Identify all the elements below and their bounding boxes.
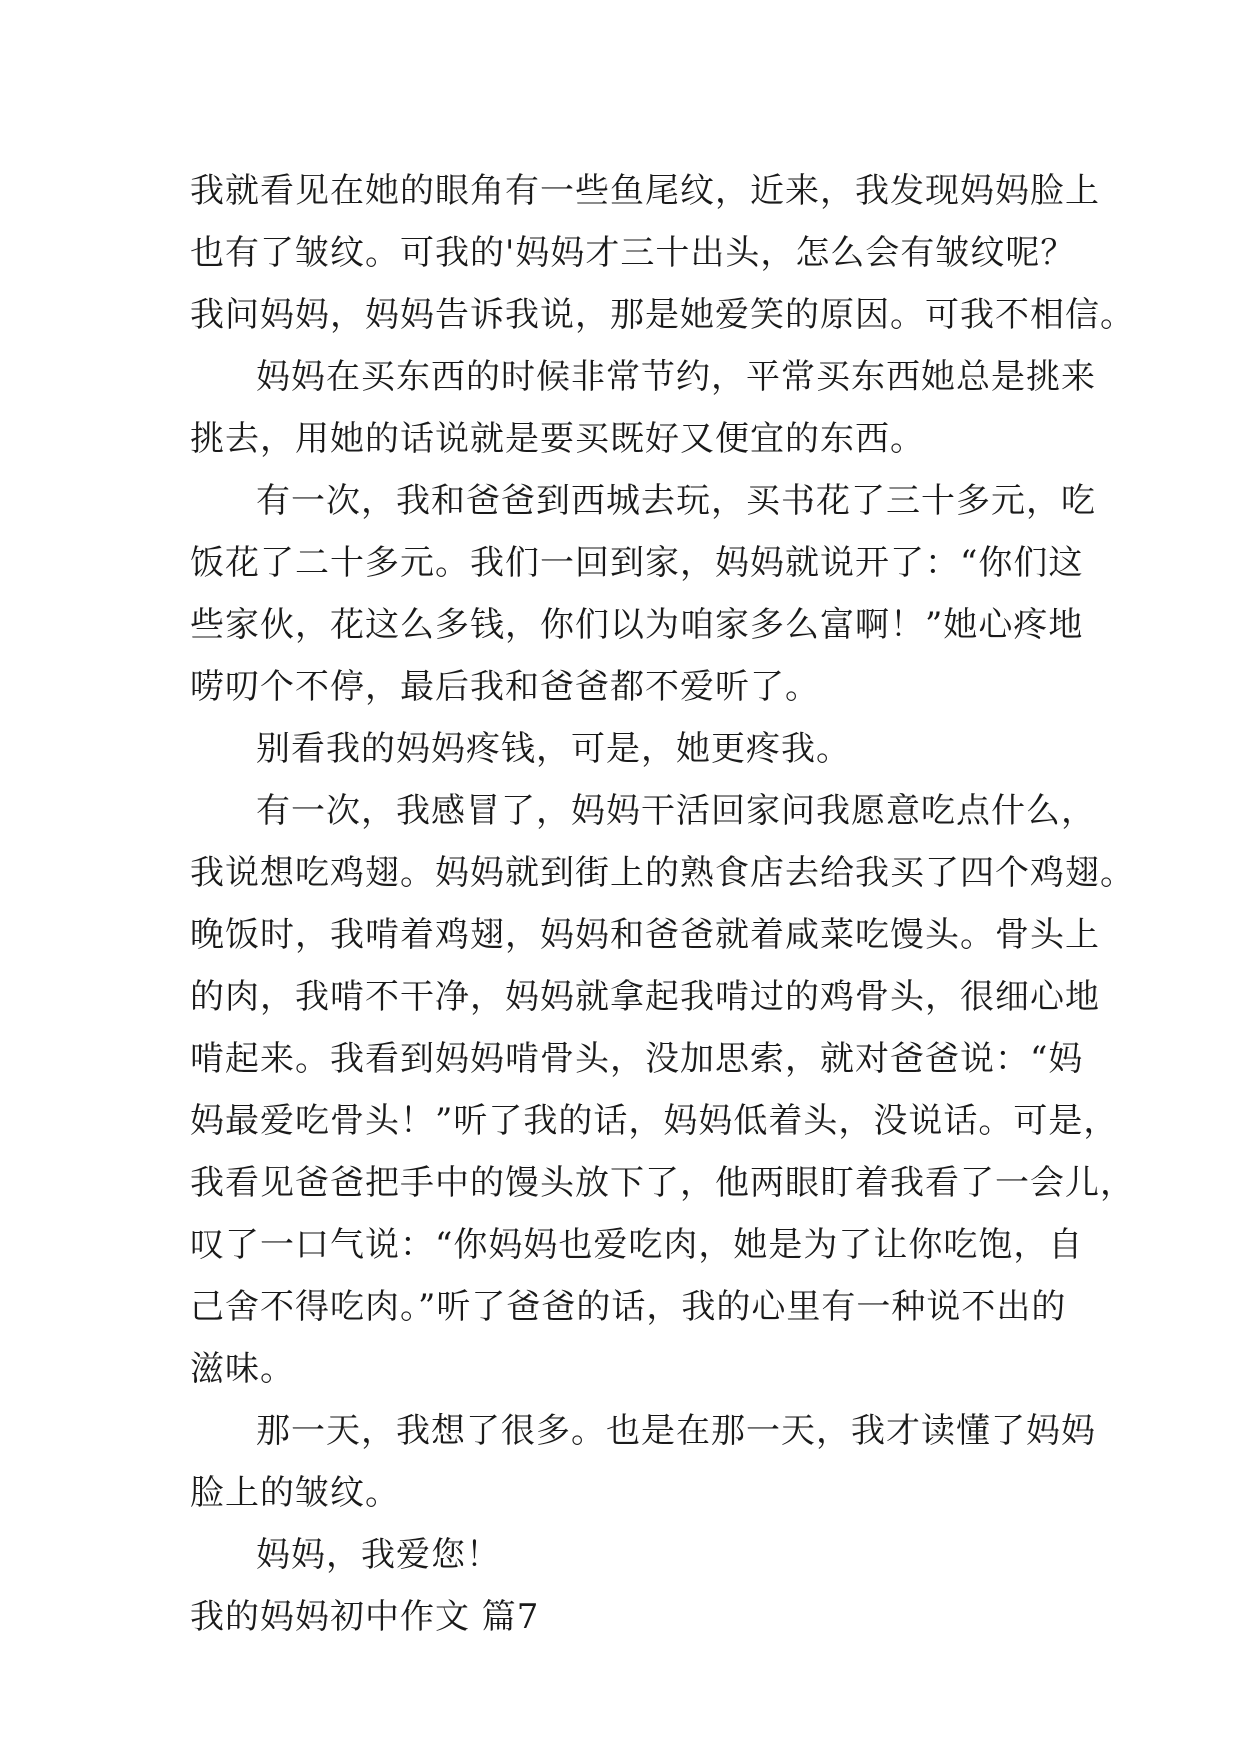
text-line: 滋味。 — [190, 1349, 295, 1389]
text-line: 也有了皱纹。可我的'妈妈才三十出头，怎么会有皱纹呢？ — [190, 233, 1076, 273]
essay-body — [190, 160, 1135, 1648]
text-line: 些家伙，花这么多钱，你们以为咱家多么富啊！”她心疼地 — [190, 605, 1084, 645]
paragraph-start-line: 别看我的妈妈疼钱，可是，她更疼我。 — [256, 729, 851, 769]
text-line: 我就看见在她的眼角有一些鱼尾纹，近来，我发现妈妈脸上 — [190, 171, 1100, 211]
paragraph-start-line: 妈妈在买东西的时候非常节约，平常买东西她总是挑来 — [256, 357, 1096, 397]
paragraph-start-line: 妈妈，我爱您！ — [256, 1535, 501, 1575]
text-line: 妈最爱吃骨头！”听了我的话，妈妈低着头，没说话。可是， — [190, 1101, 1119, 1141]
paragraph-start-line: 有一次，我和爸爸到西城去玩，买书花了三十多元，吃 — [256, 481, 1096, 521]
text-line: 啃起来。我看到妈妈啃骨头，没加思索，就对爸爸说：“妈 — [190, 1039, 1084, 1079]
text-line: 我说想吃鸡翅。妈妈就到街上的熟食店去给我买了四个鸡翅。 — [190, 853, 1135, 893]
paragraph-start-line: 有一次，我感冒了，妈妈干活回家问我愿意吃点什么， — [256, 791, 1096, 831]
text-line: 脸上的皱纹。 — [190, 1473, 400, 1513]
text-line: 唠叨个不停，最后我和爸爸都不爱听了。 — [190, 667, 820, 707]
text-line: 饭花了二十多元。我们一回到家，妈妈就说开了：“你们这 — [190, 543, 1084, 583]
text-line: 我看见爸爸把手中的馒头放下了，他两眼盯着我看了一会儿， — [190, 1163, 1135, 1203]
section-heading: 我的妈妈初中作文 篇7 — [190, 1597, 540, 1637]
text-line: 叹了一口气说：“你妈妈也爱吃肉，她是为了让你吃饱，自 — [190, 1225, 1084, 1265]
text-line: 挑去，用她的话说就是要买既好又便宜的东西。 — [190, 419, 925, 459]
text-line: 己舍不得吃肉。”听了爸爸的话，我的心里有一种说不出的 — [190, 1287, 1067, 1327]
text-line: 的肉，我啃不干净，妈妈就拿起我啃过的鸡骨头，很细心地 — [190, 977, 1100, 1017]
text-line: 晚饭时，我啃着鸡翅，妈妈和爸爸就着咸菜吃馒头。骨头上 — [190, 915, 1100, 955]
text-line: 我问妈妈，妈妈告诉我说，那是她爱笑的原因。可我不相信。 — [190, 295, 1135, 335]
paragraph-start-line: 那一天，我想了很多。也是在那一天，我才读懂了妈妈 — [256, 1411, 1096, 1451]
